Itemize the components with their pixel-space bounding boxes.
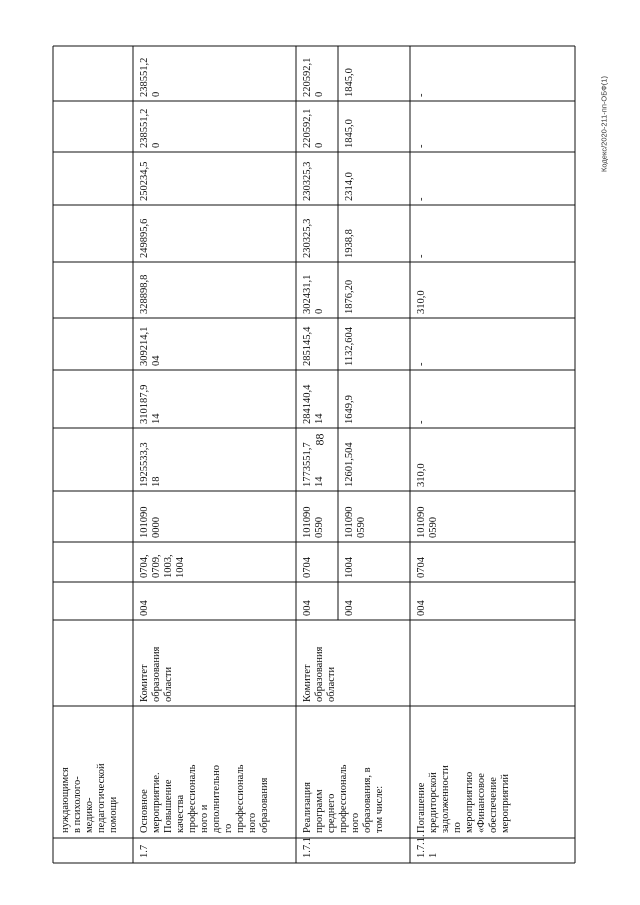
row-1-org: Комитет образования области xyxy=(139,646,174,702)
row-1-y2020: 309214,1 04 xyxy=(139,326,162,366)
row-4-y2020: - xyxy=(416,362,427,366)
row-4-name: Погашение кредиторской задолженности по мероприятию «Финансовое обеспечение мероприятий xyxy=(416,765,511,833)
page-number: 88 xyxy=(312,433,327,446)
row-1-y2023: 250234,5 xyxy=(139,161,150,201)
row-1-y2024: 238551,2 0 xyxy=(139,108,162,148)
row-3-y2023: 2314,0 xyxy=(344,172,355,201)
row-3-y2020: 1132,604 xyxy=(344,327,355,366)
row-4-total: 310,0 xyxy=(416,463,427,487)
side-stamp: Кодекс/2020-211-пп-ОБФ(1) xyxy=(599,75,609,172)
row-3-y2022: 1938,8 xyxy=(344,229,355,258)
row-1-csr: 101090 0000 xyxy=(139,506,162,538)
row-2-y2022: 230325,3 xyxy=(302,218,313,258)
row-1-total: 1925533,3 18 xyxy=(139,442,162,487)
row-2-num: 1.7.1 xyxy=(302,837,313,858)
row-2-total: 1773551,7 14 xyxy=(302,442,325,487)
row-1-num: 1.7 xyxy=(139,844,150,858)
row-3-y2019: 1649,9 xyxy=(344,395,355,424)
row-4-y2024: - xyxy=(416,144,427,148)
row-3-rz: 1004 xyxy=(344,557,355,578)
row-2-y2020: 285145,4 xyxy=(302,326,313,366)
row-4-num: 1.7.1. 1 xyxy=(416,834,439,858)
row-3-code: 004 xyxy=(344,600,355,616)
row-2-name: Реализация программ среднего профессиональ ного образования, в том числе: xyxy=(302,764,385,833)
row-2-y2021: 302431,1 0 xyxy=(302,274,325,314)
row-1-code: 004 xyxy=(139,600,150,616)
row-2-csr: 101090 0590 xyxy=(302,506,325,538)
row-2-code: 004 xyxy=(302,600,313,616)
row-4-csr: 101090 0590 xyxy=(416,506,439,538)
row-2-rz: 0704 xyxy=(302,557,313,578)
row-1-y2021: 328898,8 xyxy=(139,274,150,314)
row-4-y2019: - xyxy=(416,420,427,424)
row-4-rz: 0704 xyxy=(416,557,427,578)
row-0-name: нуждающимся в психолого- медико- педагогической помощи xyxy=(60,763,119,833)
row-2-org: Комитет образования области xyxy=(302,646,337,702)
row-2-y2025: 220592,1 0 xyxy=(302,57,325,97)
row-2-y2023: 230325,3 xyxy=(302,161,313,201)
row-4-y2021: 310,0 xyxy=(416,290,427,314)
row-1-y2022: 249895,6 xyxy=(139,218,150,258)
row-4-y2025: - xyxy=(416,93,427,97)
row-1-rz: 0704, 0709, 1003, 1004 xyxy=(139,554,186,578)
row-1-name: Основное мероприятие. Повышение качества профессиональ ного и дополнительно го профессиональ ного образования xyxy=(139,764,270,833)
row-3-csr: 101090 0590 xyxy=(344,506,367,538)
row-3-total: 12601,504 xyxy=(344,442,355,487)
row-2-y2019: 284140,4 14 xyxy=(302,384,325,424)
row-4-y2023: - xyxy=(416,197,427,201)
row-3-y2025: 1845,0 xyxy=(344,68,355,97)
row-1-y2019: 310187,9 14 xyxy=(139,384,162,424)
row-4-y2022: - xyxy=(416,254,427,258)
row-1-y2025: 238551,2 0 xyxy=(139,57,162,97)
row-2-y2024: 220592,1 0 xyxy=(302,108,325,148)
row-3-y2021: 1876,20 xyxy=(344,279,355,314)
row-3-y2024: 1845,0 xyxy=(344,119,355,148)
row-4-code: 004 xyxy=(416,600,427,616)
